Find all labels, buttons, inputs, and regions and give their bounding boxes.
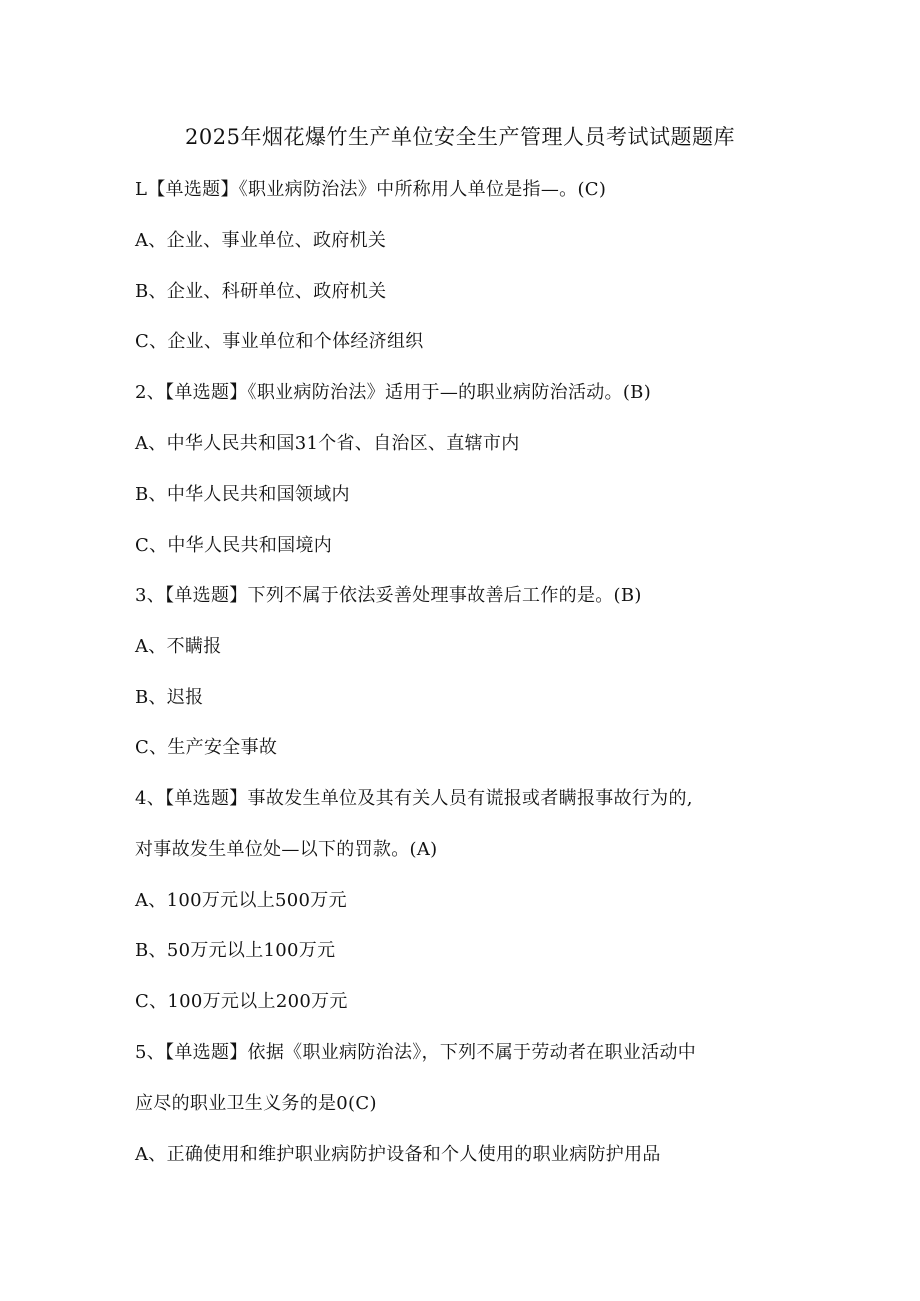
document-title: 2025年烟花爆竹生产单位安全生产管理人员考试试题题库	[185, 125, 735, 149]
question-4-option-b: B、50万元以上100万元	[135, 940, 336, 961]
question-3-option-b: B、迟报	[135, 687, 204, 708]
question-2-stem: 2、【单选题】《职业病防治法》适用于—的职业病防治活动。(B)	[135, 382, 652, 403]
question-5-option-a: A、正确使用和维护职业病防护设备和个人使用的职业病防护用品	[135, 1144, 661, 1165]
question-1-option-c: C、企业、事业单位和个体经济组织	[135, 331, 424, 352]
question-1-option-b: B、企业、科研单位、政府机关	[135, 281, 387, 302]
question-2-option-a: A、中华人民共和国31个省、自治区、直辖市内	[135, 433, 520, 454]
question-4-stem-line-1: 4、【单选题】事故发生单位及其有关人员有谎报或者瞒报事故行为的,	[135, 788, 693, 809]
question-3-stem: 3、【单选题】下列不属于依法妥善处理事故善后工作的是。(B)	[135, 585, 642, 606]
question-3-option-a: A、不瞒报	[135, 636, 222, 657]
question-4-stem-line-2: 对事故发生单位处—以下的罚款。(A)	[135, 839, 438, 860]
question-4-option-c: C、100万元以上200万元	[135, 991, 348, 1012]
question-2-option-b: B、中华人民共和国领域内	[135, 484, 350, 505]
question-1-option-a: A、企业、事业单位、政府机关	[135, 230, 387, 251]
question-3-option-c: C、生产安全事故	[135, 737, 278, 758]
question-2-option-c: C、中华人民共和国境内	[135, 535, 333, 556]
question-4-option-a: A、100万元以上500万元	[135, 890, 347, 911]
question-5-stem-line-2: 应尽的职业卫生义务的是0(C)	[135, 1093, 377, 1114]
question-5-stem-line-1: 5、【单选题】依据《职业病防治法》，下列不属于劳动者在职业活动中	[135, 1042, 697, 1063]
question-1-stem: L【单选题】《职业病防治法》中所称用人单位是指—。(C)	[135, 179, 607, 200]
